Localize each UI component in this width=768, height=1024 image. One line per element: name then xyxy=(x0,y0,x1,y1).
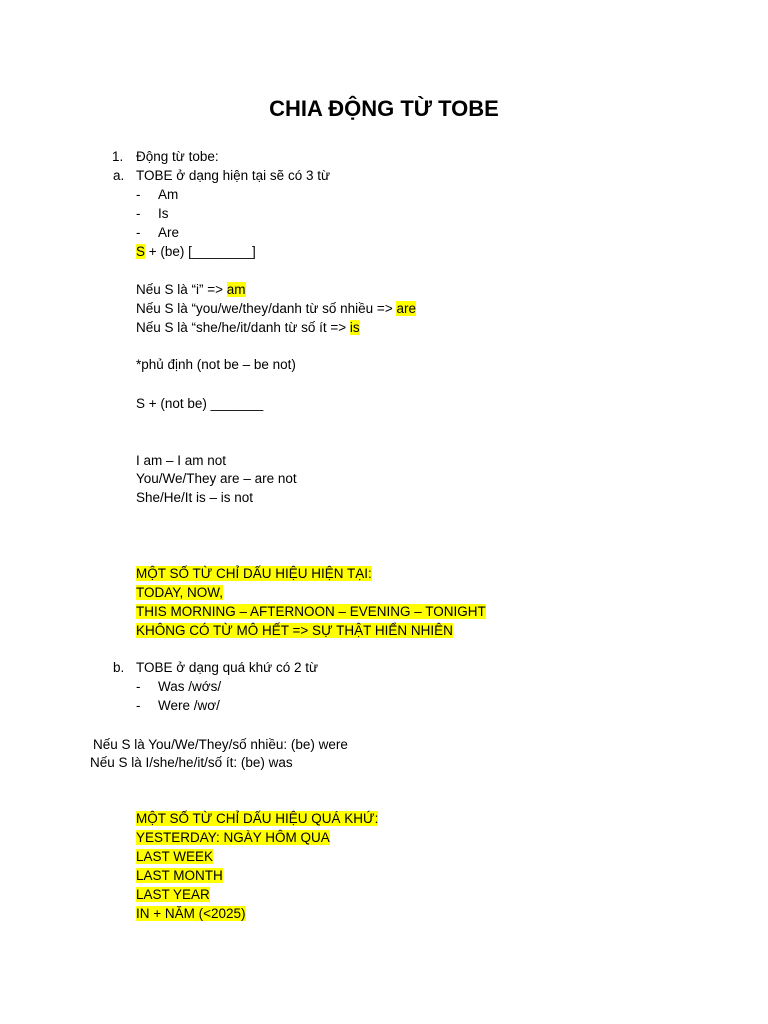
rule-line xyxy=(136,299,416,318)
signal-line: TODAY, NOW, xyxy=(136,585,224,600)
bullet-item: Are xyxy=(158,225,180,240)
list-letter-b: b. xyxy=(113,660,125,675)
signal-line: MỘT SỐ TỪ CHỈ DẤU HIỆU HIỆN TẠI: xyxy=(136,566,372,581)
negation-formula: S + (not be) _______ xyxy=(136,396,264,411)
signal-line: LAST WEEK xyxy=(136,849,214,864)
example-line: She/He/It is – is not xyxy=(136,490,254,505)
bullet-item: Was /wớs/ xyxy=(158,679,222,694)
formula-rest: + (be) [________] xyxy=(145,244,256,259)
bullet-mark: - xyxy=(136,187,141,202)
part-a-heading: TOBE ở dạng hiện tại sẽ có 3 từ xyxy=(136,168,330,183)
bullet-mark: - xyxy=(136,225,141,240)
list-number-1: 1. xyxy=(112,149,124,164)
negation-heading: *phủ định (not be – be not) xyxy=(136,357,296,372)
signal-line: LAST MONTH xyxy=(136,868,223,883)
past-rule-line: Nếu S là You/We/They/số nhiều: (be) were xyxy=(93,737,348,752)
bullet-item: Is xyxy=(158,206,169,221)
signal-line: LAST YEAR xyxy=(136,887,210,902)
bullet-item: Am xyxy=(158,187,179,202)
signal-line: YESTERDAY: NGÀY HÔM QUA xyxy=(136,830,330,845)
rule-line xyxy=(136,280,246,299)
rule-text: Nếu S là “you/we/they/danh từ số nhiều => xyxy=(136,301,397,316)
signal-line: KHÔNG CÓ TỪ MÔ HẾT => SỰ THẬT HIỂN NHIÊN xyxy=(136,623,453,638)
highlight-answer: are xyxy=(396,301,416,316)
rule-text: Nếu S là “i” => xyxy=(136,282,227,297)
list-letter-a: a. xyxy=(113,168,125,183)
section-heading: Động từ tobe: xyxy=(136,149,219,164)
example-line: I am – I am not xyxy=(136,453,227,468)
rule-line xyxy=(136,318,360,337)
signal-line: THIS MORNING – AFTERNOON – EVENING – TONIGHT xyxy=(136,604,486,619)
signal-line: MỘT SỐ TỪ CHỈ DẤU HIỆU QUÁ KHỨ: xyxy=(136,811,379,826)
example-line: You/We/They are – are not xyxy=(136,471,297,486)
rule-text: Nếu S là “she/he/it/danh từ số ít => xyxy=(136,320,350,335)
signal-line: IN + NĂM (<2025) xyxy=(136,906,246,921)
page-title: CHIA ĐỘNG TỪ TOBE xyxy=(269,96,499,121)
bullet-mark: - xyxy=(136,698,141,713)
bullet-mark: - xyxy=(136,206,141,221)
part-b-heading: TOBE ở dạng quá khứ có 2 từ xyxy=(136,660,319,675)
highlight-answer: am xyxy=(226,282,246,297)
bullet-mark: - xyxy=(136,679,141,694)
formula-line xyxy=(136,242,256,261)
highlight-answer: is xyxy=(349,320,360,335)
bullet-item: Were /wơ/ xyxy=(158,698,220,713)
past-rule-line: Nếu S là I/she/he/it/số ít: (be) was xyxy=(90,755,293,770)
highlight-s: S xyxy=(136,244,146,259)
